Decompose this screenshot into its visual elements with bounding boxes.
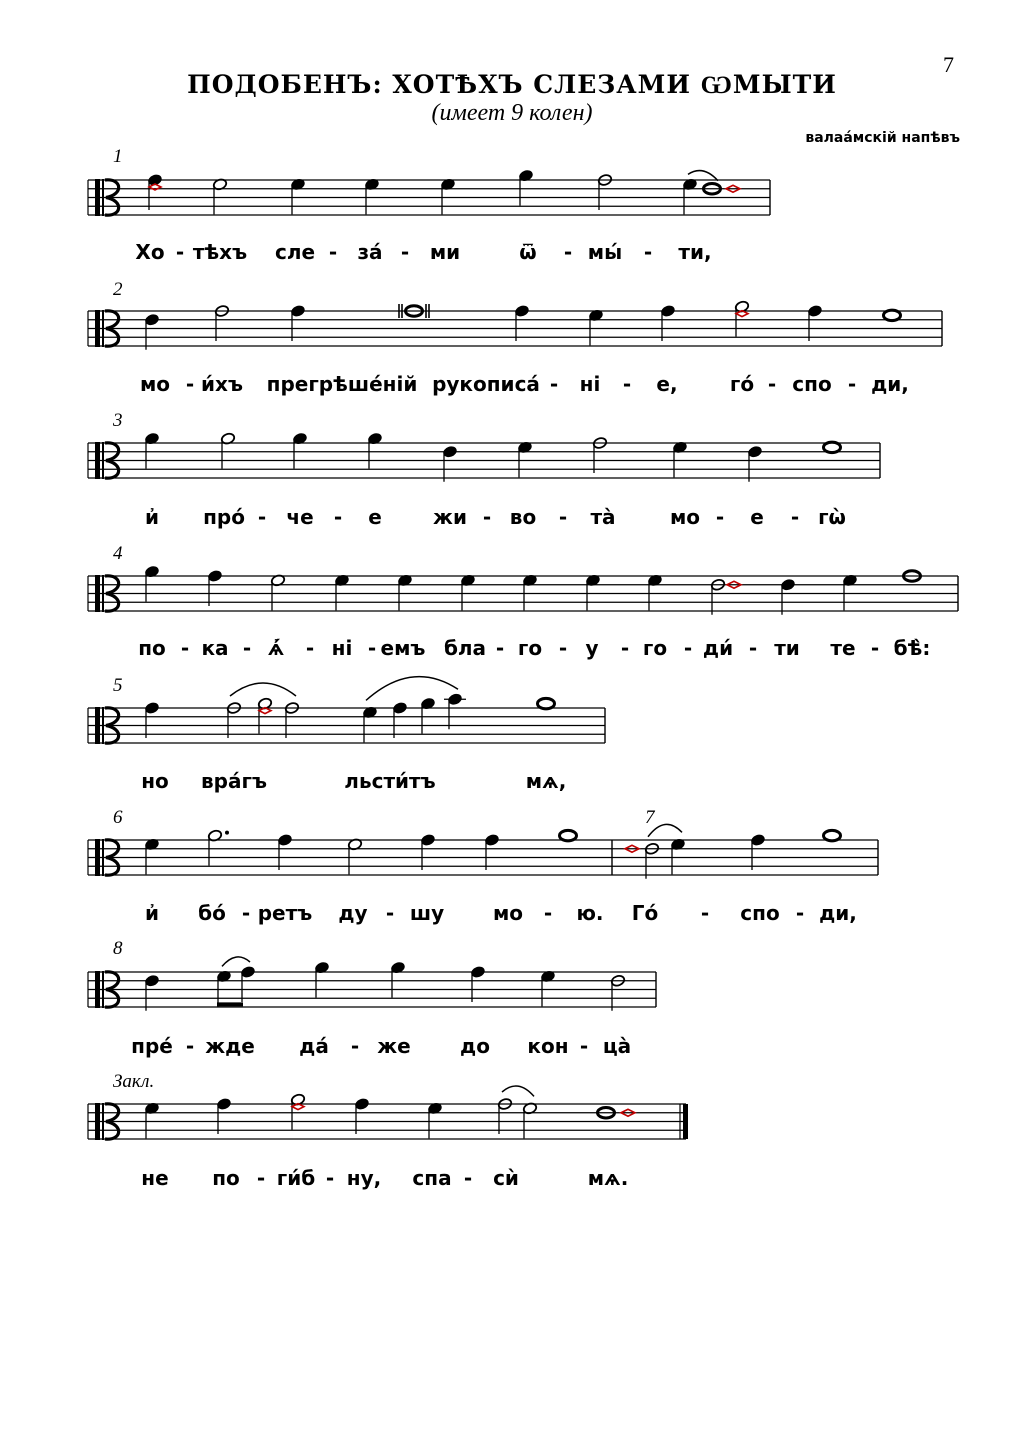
lyric-hyphen: - [700, 901, 710, 925]
quarter-note [484, 833, 499, 846]
clef-bar [95, 575, 100, 612]
lyric-syllable: но [141, 769, 169, 793]
lyric-hyphen: - [543, 901, 553, 925]
page-number: 7 [943, 52, 954, 77]
final-barline [683, 1104, 688, 1139]
lyric-syllable: ми [429, 240, 461, 264]
lyric-syllable: ретъ [257, 901, 313, 925]
lyric-hyphen: - [463, 1166, 473, 1190]
clef-bar [102, 442, 104, 479]
lyric-syllable: ца̀ [602, 1034, 632, 1058]
lyric-hyphen: - [185, 1034, 195, 1058]
clef-bar [95, 442, 100, 479]
lyric-hyphen: - [767, 372, 777, 396]
lyric-hyphen: - [643, 240, 653, 264]
lyric-hyphen: - [400, 240, 410, 264]
quarter-note [420, 833, 435, 846]
lyric-hyphen: - [180, 636, 190, 660]
lyric-syllable: е, [656, 372, 678, 396]
lyric-syllable: ну, [346, 1166, 382, 1190]
system-number-4: 4 [113, 543, 123, 564]
system-label-final: Закл. [113, 1071, 155, 1092]
lyric-hyphen: - [558, 636, 568, 660]
lyric-syllable: во [509, 505, 537, 529]
quarter-note [277, 833, 292, 846]
page-subtitle: (имеет 9 колен) [431, 100, 593, 126]
quarter-note [807, 304, 822, 317]
lyric-syllable: мѧ, [525, 769, 567, 793]
clef-bar [102, 971, 104, 1008]
clef-bar [102, 575, 104, 612]
lyric-syllable: мо [139, 372, 171, 396]
lyric-syllable: прегрѣше́ній [266, 372, 418, 396]
lyric-syllable: льсти́тъ [344, 769, 436, 793]
lyric-syllable: мо [492, 901, 524, 925]
lyric-syllable: го [517, 636, 543, 660]
slur [366, 677, 458, 701]
lyric-syllable: бо́ [198, 901, 226, 925]
page-title: ПОДОБЕНЪ: ХОТѢХЪ СЛЕЗАМИ ѠМЫТИ [187, 70, 837, 99]
clef-bar [102, 179, 104, 216]
lyric-syllable: не [141, 1166, 169, 1190]
lyric-syllable: да́ [299, 1034, 329, 1058]
lyric-hyphen: - [325, 1166, 335, 1190]
lyric-hyphen: - [715, 505, 725, 529]
system-number-3: 3 [113, 410, 123, 431]
quarter-note [447, 693, 462, 706]
lyric-hyphen: - [870, 636, 880, 660]
lyric-syllable: сѝ [493, 1166, 519, 1190]
lyric-syllable: ги́б [276, 1166, 316, 1190]
lyric-syllable: ти, [678, 240, 712, 264]
lyric-syllable: гѡ̀ [818, 505, 846, 529]
lyric-syllable: спо [740, 901, 780, 925]
lyric-hyphen: - [495, 636, 505, 660]
lyric-syllable: мы́ [587, 240, 623, 264]
augmentation-dot [225, 831, 229, 835]
lyric-syllable: и҆ [144, 901, 160, 925]
lyric-syllable: до [460, 1034, 490, 1058]
lyric-syllable: та̀ [590, 505, 616, 529]
lyric-hyphen: - [350, 1034, 360, 1058]
lyric-hyphen: - [333, 505, 343, 529]
lyric-syllable: вра́гъ [201, 769, 267, 793]
quarter-note [216, 1097, 231, 1110]
quarter-note [747, 445, 762, 458]
clef-bar [95, 1103, 100, 1140]
lyric-hyphen: - [748, 636, 758, 660]
lyric-hyphen: - [305, 636, 315, 660]
slur [230, 683, 296, 696]
whole-note [824, 830, 841, 840]
clef-bar [102, 1103, 104, 1140]
lyric-syllable: ю. [576, 901, 604, 925]
lyric-hyphen: - [385, 901, 395, 925]
clef-bar [95, 707, 100, 744]
lyric-hyphen: - [257, 505, 267, 529]
system-number-7: 7 [645, 807, 655, 828]
lyric-syllable: ка [201, 636, 229, 660]
clef-bar [95, 310, 100, 347]
lyric-hyphen: - [622, 372, 632, 396]
beam [217, 1002, 243, 1006]
system-number-5: 5 [113, 675, 123, 696]
lyric-hyphen: - [563, 240, 573, 264]
lyric-syllable: по [212, 1166, 240, 1190]
lyric-hyphen: - [367, 636, 377, 660]
whole-note [824, 442, 841, 452]
lyric-syllable: бла [443, 636, 487, 660]
lyric-syllable: шу [409, 901, 445, 925]
slur [502, 1086, 534, 1096]
quarter-note [442, 445, 457, 458]
lyric-syllable: спа [412, 1166, 452, 1190]
lyric-hyphen: - [579, 1034, 589, 1058]
lyric-syllable: ди, [871, 372, 909, 396]
lyric-syllable: сле [274, 240, 316, 264]
quarter-note [144, 313, 159, 326]
lyric-syllable: мѧ. [587, 1166, 629, 1190]
lyric-hyphen: - [241, 901, 251, 925]
quarter-note [144, 974, 159, 987]
chant-name: валаа́мскій напѣвъ [805, 130, 960, 146]
lyric-syllable: и҆ [144, 505, 160, 529]
lyric-syllable: по [138, 636, 166, 660]
lyric-syllable: емъ [380, 636, 426, 660]
whole-note [560, 830, 577, 840]
lyric-syllable: го [642, 636, 668, 660]
lyric-syllable: ѿ [519, 240, 537, 264]
lyric-syllable: те [830, 636, 856, 660]
quarter-note [354, 1097, 369, 1110]
lyric-syllable: ні [579, 372, 601, 396]
whole-note [538, 698, 555, 708]
quarter-note [514, 304, 529, 317]
lyric-hyphen: - [549, 372, 559, 396]
lyric-hyphen: - [482, 505, 492, 529]
system-number-1: 1 [113, 146, 123, 167]
lyric-hyphen: - [620, 636, 630, 660]
lyric-hyphen: - [790, 505, 800, 529]
lyric-hyphen: - [242, 636, 252, 660]
lyric-hyphen: - [328, 240, 338, 264]
clef-bar [95, 179, 100, 216]
quarter-note [780, 578, 795, 591]
slur [648, 824, 682, 836]
lyric-syllable: Хо [135, 240, 165, 264]
lyric-syllable: ні [331, 636, 353, 660]
system-number-8: 8 [113, 938, 123, 959]
quarter-note [240, 965, 255, 978]
lyric-syllable: е [750, 505, 764, 529]
system-number-2: 2 [113, 279, 123, 300]
lyric-syllable: ди, [819, 901, 857, 925]
lyric-syllable: Го́ [631, 901, 659, 925]
quarter-note [750, 833, 765, 846]
lyric-syllable: тѣхъ [192, 240, 248, 264]
clef-bar [102, 310, 104, 347]
system-number-6: 6 [113, 807, 123, 828]
quarter-note [207, 569, 222, 582]
lyric-syllable: жде [205, 1034, 255, 1058]
lyric-syllable: го́ [729, 372, 755, 396]
lyric-syllable: же [377, 1034, 411, 1058]
lyric-hyphen: - [256, 1166, 266, 1190]
lyric-syllable: пре́ [131, 1034, 173, 1058]
lyric-syllable: мо [669, 505, 701, 529]
lyric-hyphen: - [683, 636, 693, 660]
lyric-hyphen: - [558, 505, 568, 529]
lyric-hyphen: - [185, 372, 195, 396]
lyric-hyphen: - [847, 372, 857, 396]
clef-bar [102, 707, 104, 744]
lyric-syllable: про́ [203, 505, 245, 529]
lyric-syllable: и́хъ [201, 372, 243, 396]
clef-bar [95, 839, 100, 876]
lyric-syllable: ѧ҆́ [267, 636, 285, 660]
quarter-note [144, 701, 159, 714]
lyric-syllable: че [286, 505, 314, 529]
clef-bar [102, 839, 104, 876]
whole-note [884, 310, 901, 320]
clef-bar [95, 971, 100, 1008]
lyric-hyphen: - [795, 901, 805, 925]
lyric-syllable: ди́ [702, 636, 734, 660]
lyric-syllable: бѣ̀: [893, 636, 931, 660]
lyric-syllable: у [585, 636, 599, 660]
lyric-syllable: рукописа́ [432, 372, 540, 396]
quarter-note [470, 965, 485, 978]
lyric-syllable: ти [774, 636, 800, 660]
lyric-syllable: спо [792, 372, 832, 396]
quarter-note [392, 701, 407, 714]
lyric-syllable: жи [433, 505, 467, 529]
slur [222, 957, 250, 966]
quarter-note [290, 304, 305, 317]
quarter-note [660, 304, 675, 317]
lyric-syllable: за́ [357, 240, 383, 264]
lyric-syllable: ду [338, 901, 368, 925]
lyric-hyphen: - [175, 240, 185, 264]
lyric-syllable: кон [527, 1034, 569, 1058]
lyric-syllable: е [368, 505, 382, 529]
